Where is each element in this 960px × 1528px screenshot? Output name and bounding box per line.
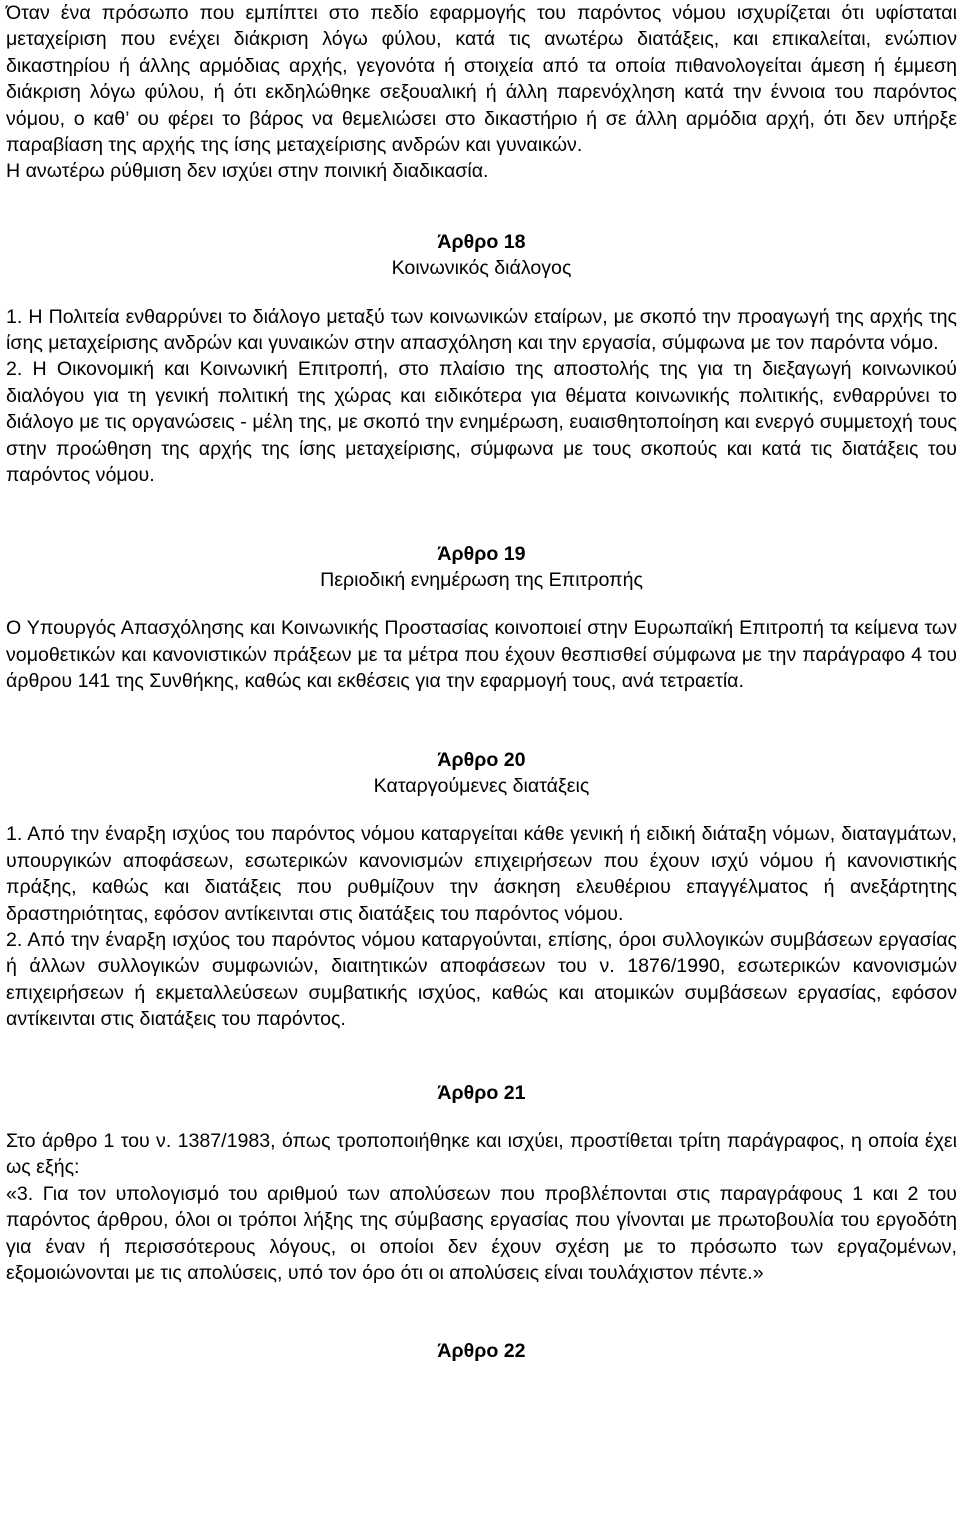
article-20-paragraph-2: 2. Από την έναρξη ισχύος του παρόντος νόμου καταργούνται, επίσης, όροι συλλογικών συμβάσεων εργασίας ή άλλων συλλογικών συμφωνιών, διαιτητικών αποφάσεων του ν. 1876/1990, εσωτερικών κανονισμών επιχειρήσεων ή εκμεταλλεύσεων συμβατικής ισχύος, καθώς και ατομικών συμβάσεων εργασίας, εφόσον αντίκεινται στις διατάξεις του παρόντος.: [6, 928, 957, 1031]
article-19-number: Άρθρο 19: [437, 542, 526, 565]
article-18-title: Κοινωνικός διάλογος: [391, 257, 572, 280]
article-19-title: Περιοδική ενημέρωση της Επιτροπής: [320, 568, 643, 591]
article-18-paragraph-1: 1. Η Πολιτεία ενθαρρύνει το διάλογο μεταξύ των κοινωνικών εταίρων, με σκοπό την προαγωγή της αρχής της ίσης μεταχείρισης ανδρών και γυναικών στην απασχόληση και την εργασία, σύμφωνα με τον παρόντα νόμο.: [6, 305, 957, 355]
article-18-paragraph-2: 2. Η Οικονομική και Κοινωνική Επιτροπή, στο πλαίσιο της αποστολής της για τη διεξαγωγή κοινωνικού διαλόγου για τη γενική πολιτική της χώρας και ειδικότερα για θέματα κοινωνικής πολιτικής, ενθαρρύνει το διάλογο με τις οργανώσεις - μέλη της, με σκοπό την ενημέρωση, ευαισθητοποίηση και ενεργό συμμετοχή τους στην προώθηση της αρχής της ίσης μεταχείρισης, σύμφωνα με τους σκοπούς και κατά τις διατάξεις του παρόντος νόμου.: [6, 358, 957, 487]
article-21: [6, 1080, 957, 1287]
article-20-paragraph-1: 1. Από την έναρξη ισχύος του παρόντος νόμου καταργείται κάθε γενική ή ειδική διάταξη νόμων, διαταγμάτων, υπουργικών αποφάσεων, εσωτερικών κανονισμών επιχειρήσεων που έχουν ισχύ νόμου ή κανονιστικής πράξης, καθώς και διατάξεις που ρυθμίζουν την άσκηση ελευθέριου επαγγέλματος ή ανεξάρτητης δραστηριότητας, εφόσον αντίκεινται στις διατάξεις του παρόντος νόμου.: [6, 823, 957, 925]
article-19-paragraph-1: Ο Υπουργός Απασχόλησης και Κοινωνικής Προστασίας κοινοποιεί στην Ευρωπαϊκή Επιτροπή τα κείμενα των νομοθετικών και κανονιστικών πράξεων με τα μέτρα που έχουν θεσπισθεί σύμφωνα με την παράγραφο 4 του άρθρου 141 της Συνθήκης, καθώς και εκθέσεις για την εφαρμογή τους, ανά τετραετία.: [6, 617, 957, 693]
intro-paragraph: Όταν ένα πρόσωπο που εμπίπτει στο πεδίο εφαρμογής του παρόντος νόμου ισχυρίζεται ότι υφίσταται μεταχείριση που ενέχει διάκριση λόγω φύλου, κατά τις ανωτέρω διατάξεις, και επικαλείται, ενώπιον δικαστηρίου ή άλλης αρμόδιας αρχής, γεγονότα ή στοιχεία από τα οποία πιθανολογείται άμεση ή έμμεση διάκριση λόγω φύλου, ή ότι εκδηλώθηκε σεξουαλική ή άλλη παρενόχληση κατά την έννοια του παρόντος νόμου, ο καθ’ ου φέρει το βάρος να θεμελιώσει στο δικαστήριο ή σε άλλη αρμόδια αρχή, ότι δεν υπήρξε παραβίαση της αρχής της ίσης μεταχείρισης ανδρών και γυναικών.: [6, 2, 957, 157]
article-20-title: Καταργούμενες διατάξεις: [373, 774, 590, 797]
article-20-number: Άρθρο 20: [437, 748, 526, 771]
article-22-number: Άρθρο 22: [437, 1340, 526, 1363]
article-19: [6, 541, 957, 695]
article-20: [6, 747, 957, 1033]
article-21-paragraph-1: Στο άρθρο 1 του ν. 1387/1983, όπως τροποποιήθηκε και ισχύει, προστίθεται τρίτη παράγραφος, η οποία έχει ως εξής:: [6, 1130, 957, 1179]
article-21-paragraph-2: «3. Για τον υπολογισμό του αριθμού των απολύσεων που προβλέπονται στις παραγράφους 1 και 2 του παρόντος άρθρου, όλοι οι τρόποι λήξης της σύμβασης εργασίας που γίνονται με πρωτοβουλία του εργοδότη για έναν ή περισσότερους λόγους, οι οποίοι δεν έχουν σχέση με το πρόσωπο των εργαζομένων, εξομοιώνονται με τις απολύσεις, υπό τον όρο ότι οι απολύσεις είναι τουλάχιστον πέντε.»: [6, 1182, 957, 1285]
article-18: [6, 229, 957, 489]
intro-note: Η ανωτέρω ρύθμιση δεν ισχύει στην ποινική διαδικασία.: [6, 160, 489, 183]
article-18-number: Άρθρο 18: [437, 230, 526, 253]
article-22: [6, 1338, 957, 1364]
article-21-number: Άρθρο 21: [437, 1081, 526, 1104]
